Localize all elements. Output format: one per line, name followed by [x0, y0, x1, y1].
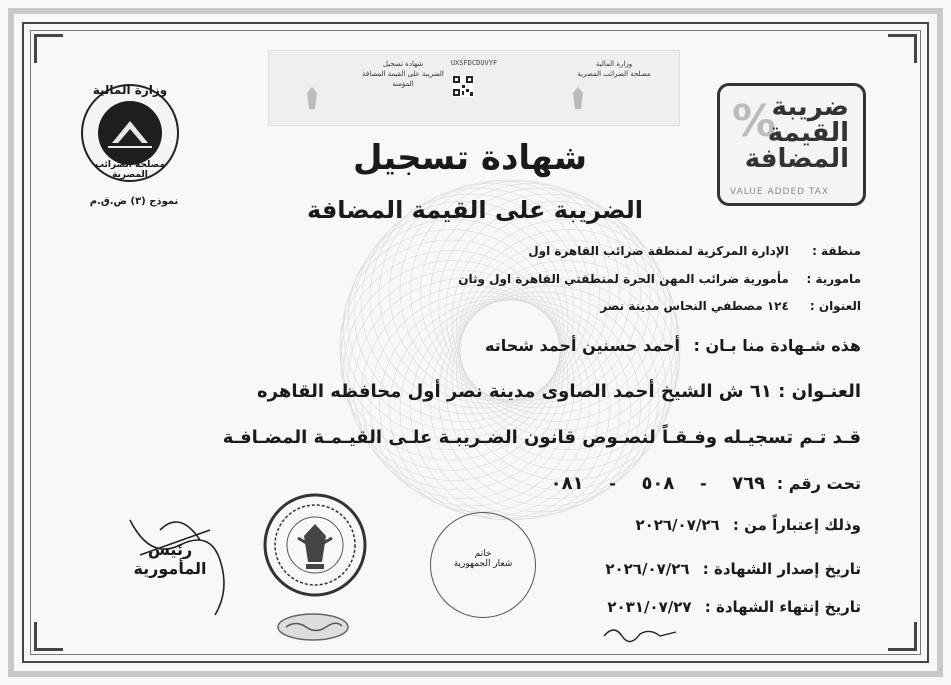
office-value: مأمورية ضرائب المهن الحرة لمنطقتي القاهرة اول وثان — [458, 272, 789, 286]
republic-seal-placeholder — [430, 512, 536, 618]
effective-date-value: ٢٠٢٦/٠٧/٢٦ — [635, 516, 720, 534]
corner-ornament — [888, 622, 917, 651]
signature-caption: رئيس المأمورية — [133, 540, 207, 578]
number-part: ٧٦٩ — [732, 473, 766, 494]
holder-address-label: العنـوان : — [778, 381, 861, 402]
percent-icon: % — [732, 96, 777, 147]
ministry-logo-bottom-text: مصلحة الضرائب المصرية — [94, 160, 166, 180]
certificate-subtitle: الضريبة على القيمة المضافة — [307, 196, 643, 224]
ministry-logo-top-text: وزارة المالية — [92, 83, 168, 97]
expiry-date-value: ٢٠٣١/٠٧/٢٧ — [607, 598, 692, 616]
eagle-emblem-icon — [569, 85, 587, 111]
strip-ministry-text — [559, 59, 669, 79]
registration-number-label: تحت رقم : — [776, 474, 861, 493]
corner-ornament — [888, 34, 917, 63]
vat-logo-title — [739, 94, 849, 172]
registration-number-row — [545, 473, 861, 494]
region-label: منطقة : — [812, 244, 861, 258]
office-row — [361, 272, 861, 286]
holder-address-value: ٦١ ش الشيخ أحمد الصاوى مدينة نصر أول محافظه القاهره — [257, 381, 772, 402]
registration-number — [545, 473, 772, 494]
eagle-emblem-icon — [303, 85, 321, 111]
issue-date-value: ٢٠٢٦/٠٧/٢٦ — [605, 560, 690, 578]
issue-date-label: تاريخ إصدار الشهادة : — [702, 560, 861, 578]
seal-line: شعار الجمهورية — [453, 559, 513, 569]
registration-statement: قـد تـم تسجيـله وفـقـاً لنصـوص قانون الضـريبـة علـى القيـمـة المضـافـة — [222, 427, 861, 448]
form-number: نموذج (٣) ض.ق.م — [89, 196, 179, 207]
region-value: الإدارة المركزية لمنطقة ضرائب القاهرة اول — [528, 244, 789, 258]
vat-logo — [717, 83, 866, 206]
vat-logo-line: المضافة — [744, 144, 849, 174]
expiry-date-label: تاريخ إنتهاء الشهادة : — [704, 598, 861, 616]
strip-line: المؤمنة — [392, 80, 414, 88]
office-address-label: العنوان : — [809, 299, 861, 313]
number-part: ٥٠٨ — [641, 473, 675, 494]
holder-address-row — [257, 381, 861, 402]
office-address-row — [361, 299, 861, 313]
number-separator: - — [609, 474, 616, 493]
region-row — [361, 244, 861, 258]
corner-ornament — [34, 34, 63, 63]
seal-line: خاتم — [474, 549, 492, 559]
expiry-date-row — [607, 598, 861, 616]
certify-row — [485, 336, 861, 355]
effective-date-row — [635, 516, 861, 534]
official-stamp — [262, 492, 368, 598]
strip-serial-code: UXSFDCDUVYF — [450, 59, 498, 67]
vat-logo-line: ضريبة — [771, 92, 849, 122]
effective-date-label: وذلك إعتباراً من : — [732, 516, 861, 534]
vat-logo-line: القيمة — [767, 118, 849, 148]
strip-line: شهادة تسجيل — [382, 60, 424, 68]
strip-line: الضريبة على القيمة المضافة — [362, 70, 444, 78]
number-separator: - — [699, 474, 707, 493]
certify-label: هذه شـهادة منا بـان : — [693, 336, 861, 355]
certificate-title: شهادة تسجيل — [352, 138, 588, 178]
corner-ornament — [34, 622, 63, 651]
number-part: ٠٨١ — [550, 473, 584, 494]
office-address-value: ١٢٤ مصطفي النحاس مدينة نصر — [600, 299, 789, 313]
strip-line: وزارة المالية — [595, 60, 633, 68]
issue-date-row — [605, 560, 861, 578]
holder-name: أحمد حسنين أحمد شحاته — [485, 336, 680, 355]
handwritten-initials — [600, 618, 680, 646]
qr-code-icon — [452, 75, 474, 97]
strip-line: مصلحة الضرائب المصرية — [577, 70, 651, 78]
security-header-strip — [268, 50, 680, 126]
secondary-stamp — [276, 612, 350, 642]
office-label: مامورية : — [806, 272, 861, 286]
vat-logo-english: VALUE ADDED TAX — [730, 187, 830, 197]
